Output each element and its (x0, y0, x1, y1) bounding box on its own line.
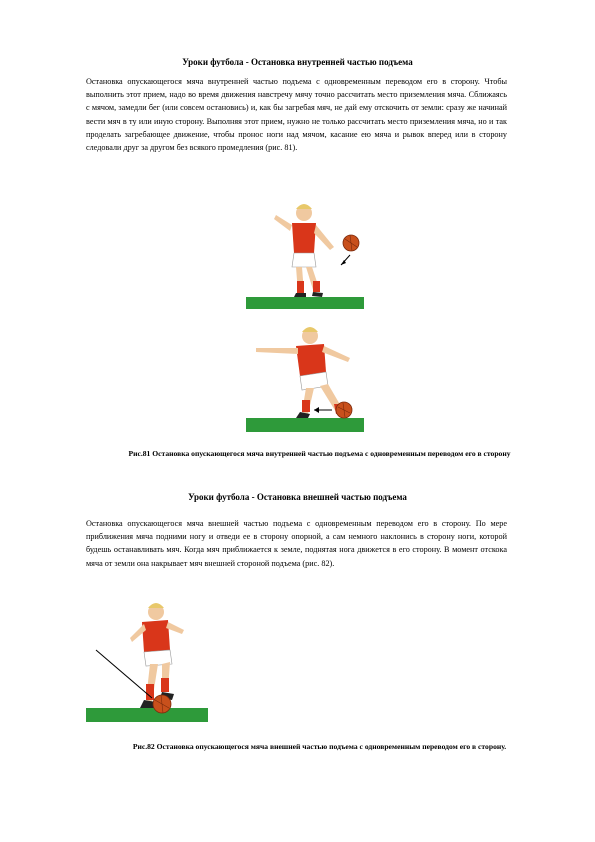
figure-82-caption: Рис.82 Остановка опускающегося мяча внешней частью подъема с одновременным переводом его в сторону. (132, 742, 507, 751)
player-shirt (296, 344, 326, 376)
player-shirt (142, 620, 170, 652)
player-shirt (292, 223, 316, 253)
figure-82-illustration (86, 598, 208, 724)
section2-title: Уроки футбола - Остановка внешней частью подъема (188, 492, 407, 502)
figure-81-caption: Рис.81 Остановка опускающегося мяча внутренней частью подъема с одновременным переводом его в сторону (128, 449, 511, 458)
grass-strip (246, 297, 364, 309)
section1-paragraph: Остановка опускающегося мяча внутренней частью подъема с одновременным переводом его в сторону. Чтобы выполнить этот прием, надо во время движения навстречу мячу точно рассчитать место приземления мяча. Сближаясь с мячом, замедли бег (или совсем остановись) и, как бы загребая мяч, не дай ему отскочить от земли: сразу же начинай вести мяч в ту или иную сторону. Выполняя этот прием, нужно не только рассчитать место приземления мяча, но и так проделать загребающее движение, чтобы пронос ноги над мячом, касание ею мяча и рывок вперед или в сторону следовали друг за другом без всякого промедления (рис. 81). (86, 77, 507, 153)
figure-81-bottom-illustration (246, 318, 364, 436)
section2-paragraph: Остановка опускающегося мяча внешней частью подъема с одновременным переводом его в сторону. По мере приближения мяча подними ногу и отведи ее в сторону опорной, а сам немного наклонись в сторону ноги, которой будешь останавливать мяч. Когда мяч приближается к земле, поднятая нога движется в его сторону. В момент отскока мяча от земли она накрывает мяч внешней стороной подъема (рис. 82). (86, 519, 507, 568)
section1-title: Уроки футбола - Остановка внутренней частью подъема (182, 57, 413, 67)
grass-strip (86, 708, 208, 722)
figure-81-top-illustration (246, 195, 364, 313)
grass-strip (246, 418, 364, 432)
